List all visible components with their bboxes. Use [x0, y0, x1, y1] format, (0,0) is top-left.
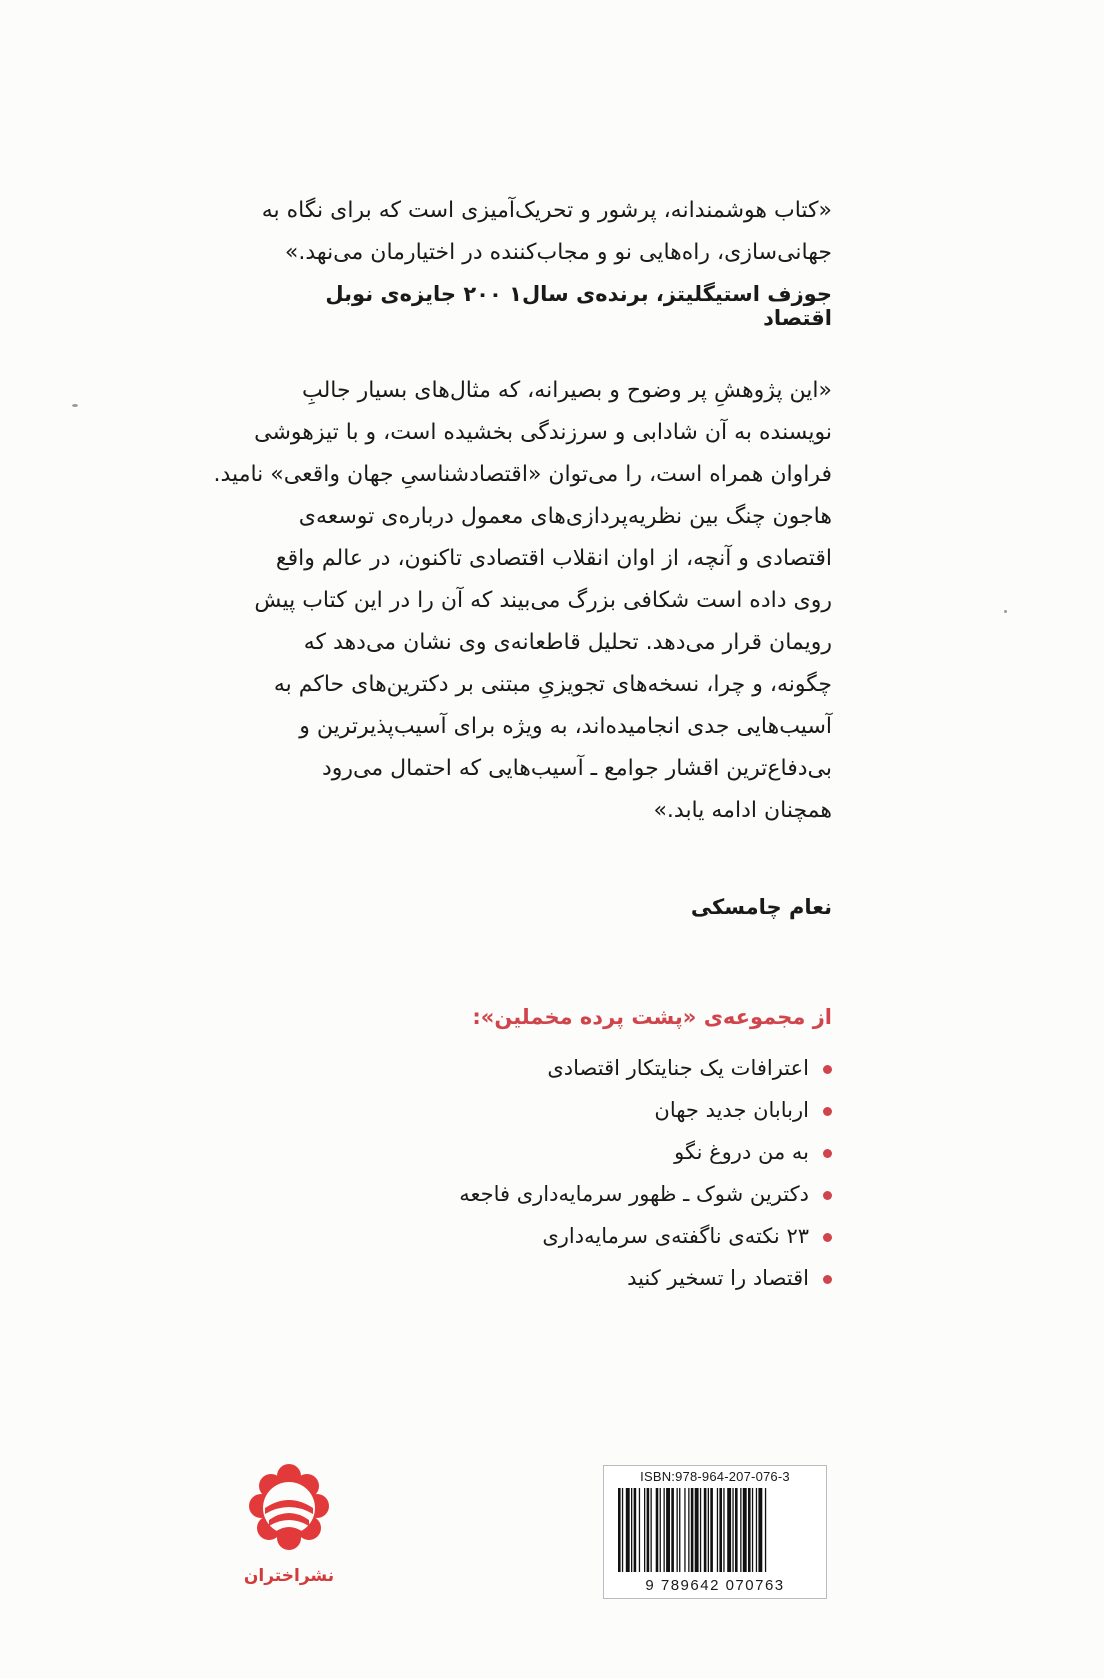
- barcode-bar: [677, 1488, 678, 1572]
- isbn-barcode: [603, 1465, 827, 1599]
- barcode-bar: [717, 1488, 718, 1572]
- barcode-bar: [748, 1488, 751, 1572]
- barcode-bar: [651, 1488, 652, 1572]
- barcode-bar: [618, 1488, 621, 1572]
- barcode-digits: 9 789642 070763: [645, 1577, 785, 1594]
- series-title: ۲۳ نکته‌ی ناگفته‌ی سرمایه‌داری: [542, 1224, 809, 1248]
- barcode-bar: [758, 1488, 762, 1572]
- barcode-bar: [710, 1488, 713, 1572]
- barcode-bar: [743, 1488, 747, 1572]
- barcode-bar: [631, 1488, 632, 1572]
- quote-line: «این پژوهشِ پر وضوح و بصیرانه، که مثال‌های بسیار جالبِ: [301, 378, 832, 403]
- barcode-bar: [679, 1488, 680, 1572]
- quote-line: اقتصادی و آنچه، از اوان انقلاب اقتصادی تاکنون، در عالم واقع: [275, 546, 832, 571]
- barcode-bar: [727, 1488, 731, 1572]
- quote-line: جهانی‌سازی، راه‌هایی نو و مجاب‌کننده در اختیارمان می‌نهد.»: [284, 240, 832, 265]
- barcode-bar: [634, 1488, 637, 1572]
- barcode-bar: [752, 1488, 753, 1572]
- paper-speck: [1004, 610, 1007, 613]
- barcode-bars-icon: [618, 1488, 812, 1572]
- bullet-icon: [823, 1149, 832, 1158]
- barcode-bar: [756, 1488, 757, 1572]
- stiglitz-attribution: جوزف استیگلیتز، برنده‌ی سال۱ ۲۰۰ جایزه‌ی نوبل اقتصاد: [325, 282, 832, 330]
- list-item: [420, 1131, 832, 1173]
- quote-line: فراوان همراه است، را می‌توان «اقتصادشناسیِ جهان واقعی» نامید.: [213, 462, 832, 487]
- barcode-bar: [622, 1488, 623, 1572]
- quote-line: همچنان ادامه یابد.»: [653, 798, 832, 823]
- barcode-bar: [660, 1488, 661, 1572]
- bullet-icon: [823, 1107, 832, 1116]
- series-list: [420, 1047, 832, 1299]
- series-title: دکترین شوک ـ ظهور سرمایه‌داری فاجعه: [459, 1182, 809, 1206]
- barcode-bar: [644, 1488, 645, 1572]
- barcode-bar: [639, 1488, 640, 1572]
- list-item: [420, 1047, 832, 1089]
- bullet-icon: [823, 1065, 832, 1074]
- barcode-bar: [708, 1488, 709, 1572]
- barcode-bar: [732, 1488, 733, 1572]
- barcode-bar: [695, 1488, 699, 1572]
- barcode-bar: [647, 1488, 650, 1572]
- series-title: اقتصاد را تسخیر کنید: [627, 1266, 809, 1290]
- barcode-bar: [700, 1488, 701, 1572]
- chomsky-quote: [213, 370, 832, 832]
- barcode-bar: [684, 1488, 685, 1572]
- quote-line: نویسنده به آن شادابی و سرزندگی بخشیده است، و با تیزهوشی: [254, 420, 832, 445]
- list-item: [420, 1257, 832, 1299]
- barcode-bar: [704, 1488, 707, 1572]
- barcode-bar: [666, 1488, 670, 1572]
- quote-line: روی داده است شکافی بزرگ می‌بیند که آن را در این کتاب پیش: [254, 588, 832, 613]
- quote-line: بی‌دفاع‌ترین اقشار جوامع ـ آسیب‌هایی که احتمال می‌رود: [321, 756, 832, 781]
- flower-logo-icon: [243, 1458, 335, 1568]
- series-title: به من دروغ نگو: [674, 1140, 809, 1164]
- barcode-bar: [719, 1488, 722, 1572]
- quote-line: «کتاب هوشمندانه، پرشور و تحریک‌آمیزی است که برای نگاه به: [261, 198, 832, 223]
- paper-speck: [72, 404, 78, 407]
- bullet-icon: [823, 1191, 832, 1200]
- barcode-bar: [626, 1488, 630, 1572]
- series-title: اربابان جدید جهان: [654, 1098, 809, 1122]
- bullet-icon: [823, 1275, 832, 1284]
- quote-line: هاجون چنگ بین نظریه‌پردازی‌های معمول درباره‌ی توسعه‌ی: [298, 504, 832, 529]
- chomsky-attribution: نعام چامسکی: [690, 895, 832, 919]
- quote-line: آسیب‌هایی جدی انجامیده‌اند، به ویژه برای آسیب‌پذیرترین و: [299, 714, 832, 739]
- series-section: [420, 1005, 832, 1299]
- barcode-bar: [691, 1488, 694, 1572]
- quote-line: رویمان قرار می‌دهد. تحلیل قاطعانه‌ی وی نشان می‌دهد که: [303, 630, 832, 655]
- barcode-bar: [656, 1488, 659, 1572]
- barcode-bar: [735, 1488, 738, 1572]
- list-item: [420, 1215, 832, 1257]
- barcode-bar: [740, 1488, 741, 1572]
- isbn-label: ISBN:978-964-207-076-3: [640, 1469, 790, 1484]
- list-item: [420, 1173, 832, 1215]
- barcode-bar: [723, 1488, 724, 1572]
- barcode-bar: [688, 1488, 689, 1572]
- series-heading: از مجموعه‌ی «پشت پرده مخملین»:: [472, 1005, 832, 1029]
- list-item: [420, 1089, 832, 1131]
- barcode-bar: [765, 1488, 766, 1572]
- series-title: اعترافات یک جنایتکار اقتصادی: [547, 1056, 809, 1080]
- barcode-bar: [664, 1488, 665, 1572]
- bullet-icon: [823, 1233, 832, 1242]
- barcode-bar: [671, 1488, 674, 1572]
- stiglitz-quote: [262, 190, 832, 274]
- quote-line: چگونه، و چرا، نسخه‌های تجویزیِ مبتنی بر دکترین‌های حاکم به: [273, 672, 832, 697]
- publisher-name: نشراختران: [243, 1566, 335, 1586]
